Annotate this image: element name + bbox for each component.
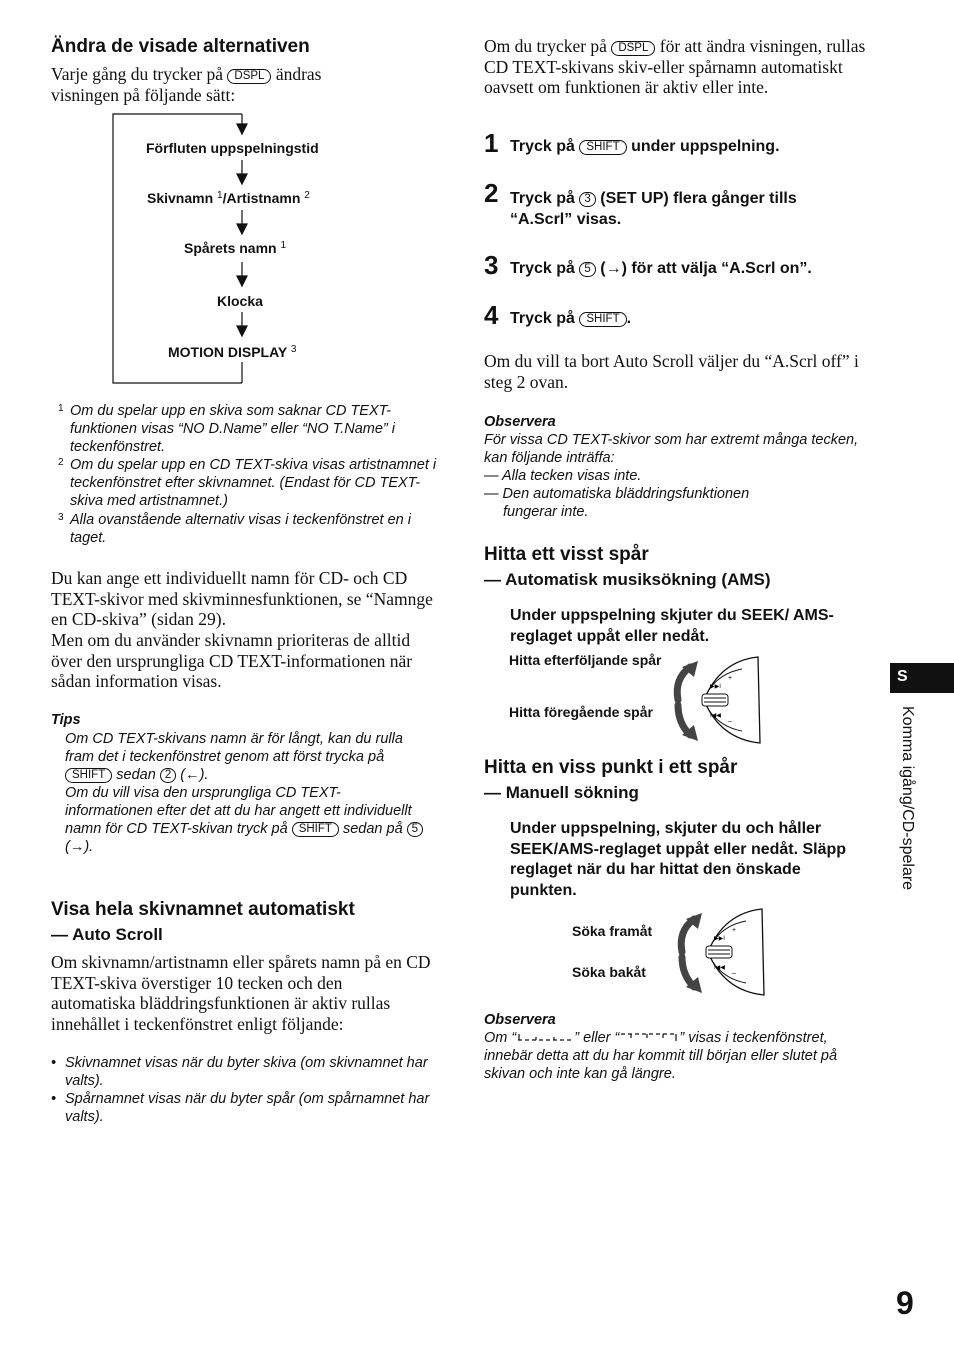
flow-item-clock: Klocka — [217, 293, 263, 309]
right-intro-paragraph: Om du trycker på DSPL för att ändra visningen, rullas CD TEXT-skivans skiv-eller spårnamn automatiskt oavsett om funktionen är aktiv eller inte. — [484, 36, 866, 97]
section-title-display-items: Ändra de visade alternativen — [51, 36, 310, 57]
step-1-number: 1 — [484, 128, 499, 158]
remove-auto-scroll-paragraph: Om du vill ta bort Auto Scroll väljer du “A.Scrl off” i steg 2 ovan. — [484, 351, 859, 392]
svg-text:+: + — [728, 675, 733, 682]
section-title-auto-scroll: Visa hela skivnamnet automatiskt — [51, 899, 355, 920]
step-1-text: Tryck på SHIFT under uppspelning. — [510, 138, 780, 155]
label-search-forward: Söka framåt — [572, 923, 653, 939]
dspl-key: DSPL — [227, 69, 271, 84]
observe-text-1: För vissa CD TEXT-skivor som har extremt många tecken, kan följande inträffa: — Alla tecken visas inte. — Den automatiska bläddringsfunktionen fungerar inte. — [484, 432, 859, 520]
shift-key: SHIFT — [579, 140, 626, 155]
section-subtitle-manual-search: — Manuell sökning — [484, 783, 639, 802]
bullet-list — [51, 1054, 431, 1126]
observe-heading-2: Observera — [484, 1012, 556, 1028]
observe-text-2: Om “ ” eller “ ” visas i teckenfönstret, innebär detta att du har kommit till början eller slutet på skivan och inte kan gå längre. — [484, 1030, 838, 1082]
svg-text:–: – — [732, 970, 736, 977]
intro-paragraph: Varje gång du trycker på DSPL ändras visningen på följande sätt: — [51, 64, 322, 105]
flow-item-elapsed-time: Förfluten uppspelningstid — [146, 140, 319, 156]
flow-item-motion-display: MOTION DISPLAY $^3$ — [168, 344, 297, 360]
shift-key: SHIFT — [65, 768, 112, 783]
observe-heading-1: Observera — [484, 414, 556, 430]
key-5: 5 — [407, 822, 423, 837]
footnote-3: Alla ovanstående alternativ visas i teckenfönstret en i taget. — [70, 512, 411, 546]
step-2-text: Tryck på 3 (SET UP) flera gånger tills “A.Scrl” visas. — [510, 190, 797, 228]
section-title-find-point: Hitta en viss punkt i ett spår — [484, 757, 738, 778]
dspl-key: DSPL — [611, 41, 655, 56]
footnote-2: Om du spelar upp en CD TEXT-skiva visas artistnamnet i teckenfönstret efter skivnamnet. (Endast för CD TEXT-skiva med artistnamnet.) — [70, 457, 437, 509]
shift-key: SHIFT — [579, 312, 626, 327]
step-4-text: Tryck på SHIFT . — [510, 310, 632, 327]
footnote-3-number: 3 — [58, 512, 64, 523]
footnote-2-number: 2 — [58, 457, 64, 468]
auto-scroll-paragraph: Om skivnamn/artistnamn eller spårets namn på en CD TEXT-skiva överstiger 10 tecken och den automatiska bläddringsfunktionen är aktiv rullas innehållet i teckenfönstret enligt följande: — [51, 952, 431, 1034]
section-title-find-track: Hitta ett visst spår — [484, 544, 649, 565]
paragraph-disc-memo: Du kan ange ett individuellt namn för CD- och CD TEXT-skivor med skivminnesfunktionen, se “Namnge en CD-skiva” (sidan 29). — [51, 568, 433, 629]
ams-instruction: Under uppspelning skjuter du SEEK/ AMS-reglaget uppåt eller nedåt. — [510, 607, 834, 645]
tips-heading: Tips — [51, 712, 81, 728]
svg-text:+: + — [732, 927, 737, 934]
paragraph-priority: Men om du använder skivnamn prioriteras de alltid över den ursprungliga CD TEXT-informationen när sådan information visas. — [51, 630, 413, 691]
flow-item-track-name: Spårets namn $^1$ — [184, 240, 287, 256]
footnote-1: Om du spelar upp en skiva som saknar CD TEXT-funktionen visas “NO D.Name” eller “NO T.Name” i teckenfönstret. — [70, 403, 395, 455]
section-subtitle-auto-scroll: — Auto Scroll — [51, 925, 163, 944]
shift-key: SHIFT — [292, 822, 339, 837]
flow-item-disc-artist: Skivnamn $^1$/Artistnamn $^2$ — [147, 190, 310, 206]
svg-text:▶▶I: ▶▶I — [710, 684, 721, 690]
seek-ams-lever-illustration-2 — [672, 907, 772, 997]
tips-text: Om CD TEXT-skivans namn är för långt, kan du rulla fram det i teckenfönstret genom att först trycka på SHIFT sedan 2 (←). Om du vill visa den ursprungliga CD TEXT-informationen efter det att du har angett ett individuellt namn för CD TEXT-skivan tryck på SHIFT sedan på 5 (→). — [65, 730, 425, 856]
step-3-number: 3 — [484, 250, 499, 280]
key-2: 2 — [160, 768, 176, 783]
display-end-symbol — [619, 1032, 679, 1042]
svg-text:–: – — [728, 718, 732, 725]
label-next-track: Hitta efterföljande spår — [509, 652, 662, 668]
key-5: 5 — [579, 262, 595, 277]
display-start-symbol — [516, 1032, 574, 1042]
seek-ams-lever-illustration-1 — [668, 655, 768, 745]
step-4-number: 4 — [484, 300, 499, 330]
list-item: • Spårnamnet visas när du byter spår (om spårnamnet har valts). — [51, 1091, 430, 1125]
chapter-title-vertical: Komma igång/CD-spelare — [899, 706, 916, 891]
list-item: • Skivnamnet visas när du byter skiva (om skivnamnet har valts). — [51, 1055, 428, 1089]
footnote-1-number: 1 — [58, 403, 64, 414]
page-number: 9 — [896, 1285, 914, 1321]
label-previous-track: Hitta föregående spår — [509, 704, 653, 720]
svg-text:I◀◀: I◀◀ — [710, 713, 721, 719]
section-tab: S — [890, 663, 954, 693]
section-subtitle-ams: — Automatisk musiksökning (AMS) — [484, 570, 771, 589]
label-search-backward: Söka bakåt — [572, 964, 646, 980]
step-3-text: Tryck på 5 (→) för att välja “A.Scrl on”. — [510, 260, 812, 277]
svg-text:I◀◀: I◀◀ — [714, 965, 725, 971]
key-3: 3 — [579, 192, 595, 207]
step-2-number: 2 — [484, 178, 499, 208]
manual-search-instruction: Under uppspelning, skjuter du och håller SEEK/AMS-reglaget uppåt eller nedåt. Släpp reglaget när du har hittat den önskade punkten. — [510, 820, 847, 899]
svg-text:▶▶I: ▶▶I — [714, 936, 725, 942]
